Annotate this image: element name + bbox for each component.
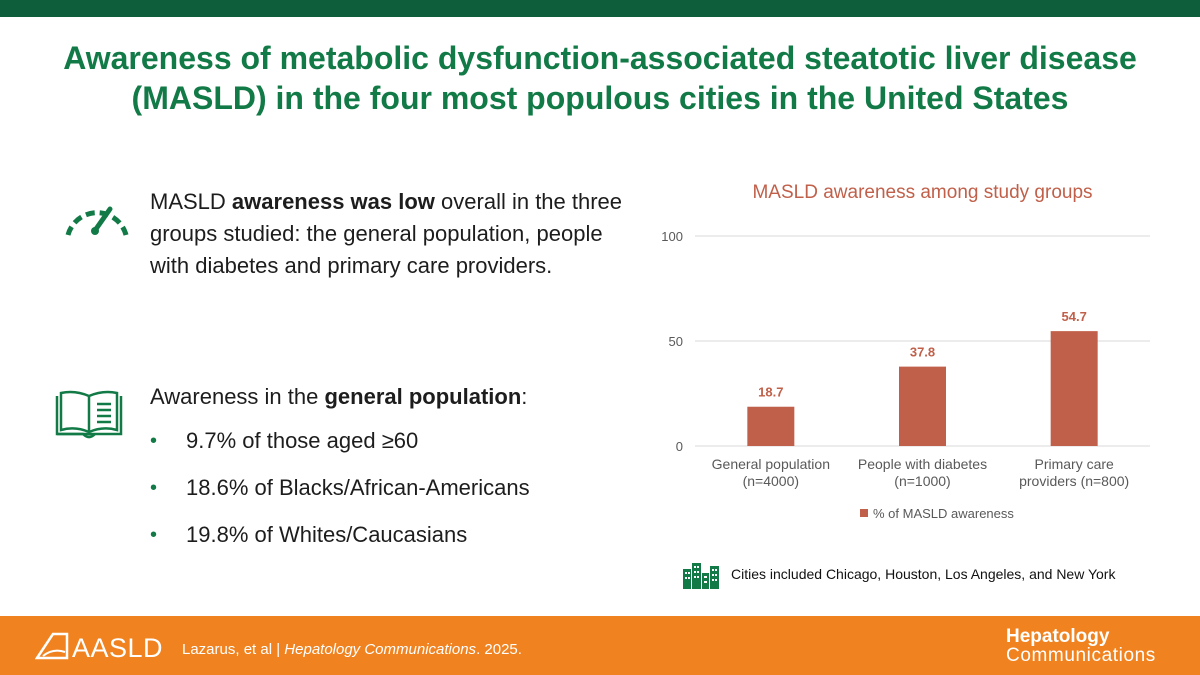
awareness-bar-chart [650, 170, 1170, 540]
aasld-logo-icon [35, 632, 69, 662]
aasld-logo-text: AASLD [72, 633, 164, 663]
y-tick-label: 0 [675, 439, 683, 454]
x-tick-label: Primary care [1034, 456, 1114, 472]
point2-pre: Awareness in the [150, 384, 325, 409]
x-tick-label: General population [711, 456, 830, 472]
city-buildings-icon [683, 561, 719, 589]
x-tick-label: providers (n=800) [1019, 473, 1130, 489]
x-tick-label: (n=4000) [742, 473, 800, 489]
point2-bold: general population [324, 384, 522, 409]
y-tick-label: 100 [661, 229, 683, 244]
citation-year: . 2025. [476, 641, 522, 658]
point1-bold: awareness was low [231, 189, 435, 214]
speedometer-icon [62, 193, 132, 241]
citation-author: Lazarus, et al [182, 641, 273, 658]
point1-pre: MASLD [150, 189, 232, 214]
page-title: Awareness of metabolic dysfunction-associated steatotic liver disease (MASLD) in the four most populous cities in the United States [63, 40, 1137, 116]
legend-swatch [860, 509, 868, 517]
list-item [150, 522, 530, 548]
open-book-icon [53, 390, 125, 442]
general-population-heading [150, 381, 630, 413]
bullet-text: 19.8% of Whites/Caucasians [186, 522, 468, 547]
journal-logo [1006, 627, 1156, 665]
bullet-text: 9.7% of those aged ≥60 [186, 428, 419, 453]
awareness-low-text [150, 186, 630, 282]
bullet-dot: • [150, 524, 158, 546]
citation [182, 641, 522, 658]
y-tick-label: 50 [668, 334, 683, 349]
bullet-dot: • [150, 430, 158, 452]
bullet-dot: • [150, 477, 158, 499]
x-tick-label: (n=1000) [894, 473, 951, 489]
chart-title: MASLD awareness among study groups [752, 182, 1093, 203]
citation-journal: Hepatology Communications [284, 641, 477, 658]
top-bar [0, 0, 1200, 17]
list-item [150, 428, 530, 454]
general-population-list [150, 428, 530, 569]
data-label: 18.7 [758, 384, 784, 400]
bar [747, 407, 794, 446]
point2-post: : [521, 384, 528, 409]
cities-note: Cities included Chicago, Houston, Los Angeles, and New York [731, 566, 1116, 582]
legend-label: % of MASLD awareness [873, 506, 1014, 521]
bullet-text: 18.6% of Blacks/African-Americans [186, 475, 530, 500]
bar [899, 367, 946, 446]
bar [1051, 331, 1098, 446]
x-tick-label: People with diabetes [857, 456, 988, 472]
journal-line2: Communications [1006, 645, 1156, 666]
data-label: 54.7 [1061, 309, 1087, 325]
point1-post: overall in the three groups studied: the general population, people with diabetes and primary care providers. [150, 189, 623, 278]
citation-separator: | [272, 641, 285, 658]
list-item [150, 475, 530, 501]
data-label: 37.8 [909, 344, 936, 360]
journal-line1: Hepatology [1006, 626, 1110, 647]
